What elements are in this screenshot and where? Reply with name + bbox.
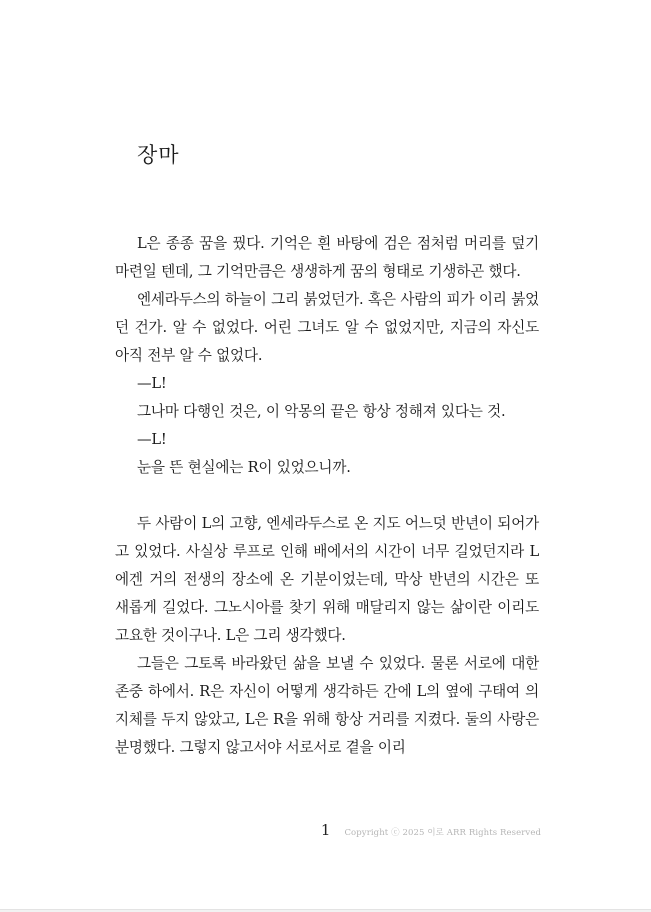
paragraph-dialogue: —L! xyxy=(137,431,167,448)
page-footer xyxy=(0,820,541,839)
chapter-title: 장마 xyxy=(137,143,180,167)
paragraph: 그나마 다행인 것은, 이 악몽의 끝은 항상 정해져 있다는 것. xyxy=(137,403,506,420)
story-body xyxy=(115,230,539,762)
paragraph: 눈을 뜬 현실에는 R이 있었으니까. xyxy=(137,459,351,476)
paragraph: 그들은 그토록 바라왔던 삶을 보낼 수 있었다. 물론 서로에 대한 존중 하에서. R은 자신이 어떻게 생각하든 간에 L의 옆에 구태여 의지체를 두지 않았고, L은 R을 위해 항상 거리를 지켰다. 둘의 사랑은 분명했다. 그렇지 않고서야 서로서로 곁을 이리 xyxy=(115,655,539,756)
section-break xyxy=(115,482,539,510)
paragraph: L은 종종 꿈을 꿨다. 기억은 흰 바탕에 검은 점처럼 머리를 덮기 마련일 텐데, 그 기억만큼은 생생하게 꿈의 형태로 기생하곤 했다. xyxy=(115,235,539,280)
paragraph: 두 사람이 L의 고향, 엔세라두스로 온 지도 어느덧 반년이 되어가고 있었다. 사실상 루프로 인해 배에서의 시간이 너무 길었던지라 L에겐 거의 전생의 장소에 온 기분이었는데, 막상 반년의 시간은 또 새롭게 길었다. 그노시아를 찾기 위해 매달리지 않는 삶이란 이리도 고요한 것이구나. L은 그리 생각했다. xyxy=(115,515,539,644)
page-number: 1 xyxy=(320,821,331,839)
paragraph: 엔세라두스의 하늘이 그리 붉었던가. 혹은 사람의 피가 이리 붉었던 건가. 알 수 없었다. 어린 그녀도 알 수 없었지만, 지금의 자신도 아직 전부 알 수 없었다. xyxy=(115,291,539,364)
copyright-notice: Copyright ⓒ 2025 이로 ARR Rights Reserved xyxy=(344,828,541,838)
paragraph-dialogue: —L! xyxy=(137,375,167,392)
